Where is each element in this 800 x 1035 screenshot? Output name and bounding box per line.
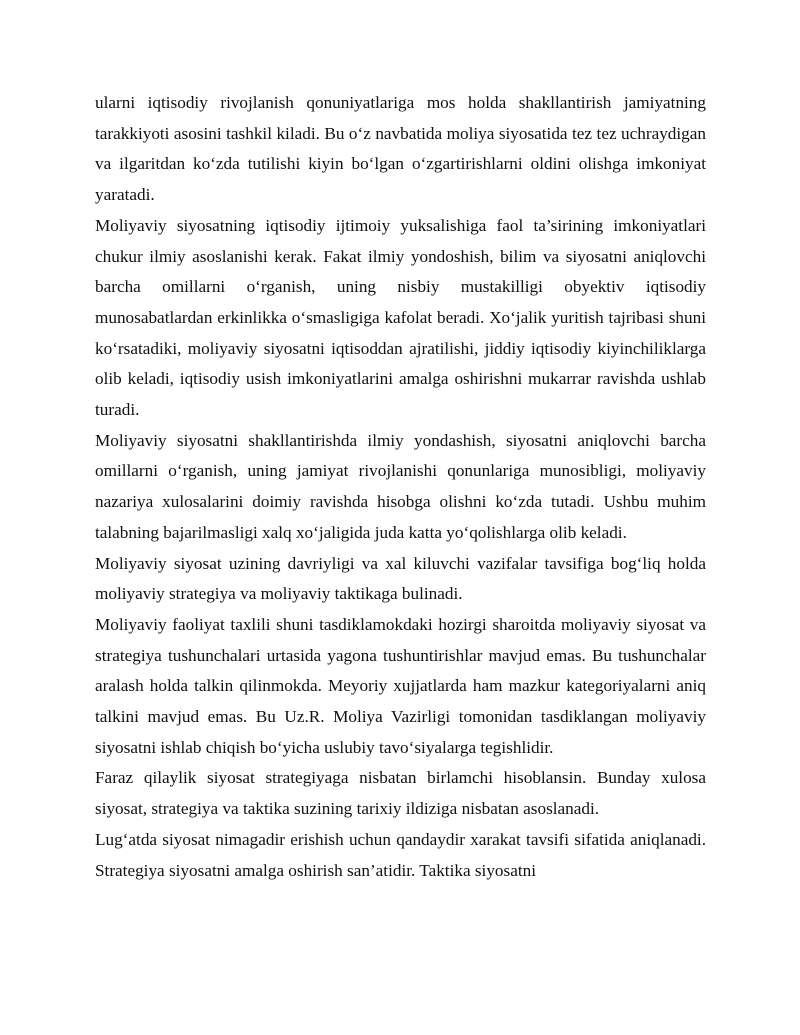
paragraph-1: ularni iqtisodiy rivojlanish qonuniyatlariga mos holda shakllantirish jamiyatning tarakkiyoti asosini tashkil kiladi. Bu o‘z navbatida moliya siyosatida tez tez uchraydigan va ilgaritdan ko‘zda tutilishi kiyin bo‘lgan o‘zgartirishlarni oldini olishga imkoniyat yaratadi. — [95, 93, 706, 205]
paragraph-5: Moliyaviy faoliyat taxlili shuni tasdiklamokdaki hozirgi sharoitda moliyaviy siyosat va strategiya tushunchalari urtasida yagona tushuntirishlar mavjud emas. Bu tushunchalar aralash holda talkin qilinmokda. Meyoriy xujjatlarda ham mazkur kategoriyalarni aniq talkini mavjud emas. Bu Uz.R. Moliya Vazirligi tomonidan tasdiklangan moliyaviy siyosatni ishlab chiqish bo‘yicha uslubiy tavo‘siyalarga tegishlidir. — [95, 614, 706, 757]
paragraph-4: Moliyaviy siyosat uzining davriyligi va xal kiluvchi vazifalar tavsifiga bog‘liq holda moliyaviy strategiya va moliyaviy taktikaga bulinadi. — [95, 553, 706, 604]
document-page — [95, 88, 706, 886]
paragraph-2: Moliyaviy siyosatning iqtisodiy ijtimoiy yuksalishiga faol ta’sirining imkoniyatlari chukur ilmiy asoslanishi kerak. Fakat ilmiy yondoshish, bilim va siyosatni aniqlovchi barcha omillarni o‘rganish, uning nisbiy mustakilligi obyektiv iqtisodiy munosabatlardan erkinlikka o‘smasligiga kafolat beradi. Xo‘jalik yuritish tajribasi shuni ko‘rsatadiki, moliyaviy siyosatni iqtisoddan ajratilishi, jiddiy iqtisodiy kiyinchiliklarga olib keladi, iqtisodiy usish imkoniyatlarini amalga oshirishni mukarrar ravishda ushlab turadi. — [95, 215, 706, 420]
paragraph-3: Moliyaviy siyosatni shakllantirishda ilmiy yondashish, siyosatni aniqlovchi barcha omillarni o‘rganish, uning jamiyat rivojlanishi qonunlariga munosibligi, moliyaviy nazariya xulosalarini doimiy ravishda hisobga olishni ko‘zda tutadi. Ushbu muhim talabning bajarilmasligi xalq xo‘jaligida juda katta yo‘qolishlarga olib keladi. — [95, 430, 706, 542]
paragraph-6: Faraz qilaylik siyosat strategiyaga nisbatan birlamchi hisoblansin. Bunday xulosa siyosat, strategiya va taktika suzining tarixiy ildiziga nisbatan asoslanadi. — [95, 768, 706, 819]
paragraph-7: Lug‘atda siyosat nimagadir erishish uchun qandaydir xarakat tavsifi sifatida aniqlanadi. Strategiya siyosatni amalga oshirish san’atidir. Taktika siyosatni — [95, 829, 706, 880]
